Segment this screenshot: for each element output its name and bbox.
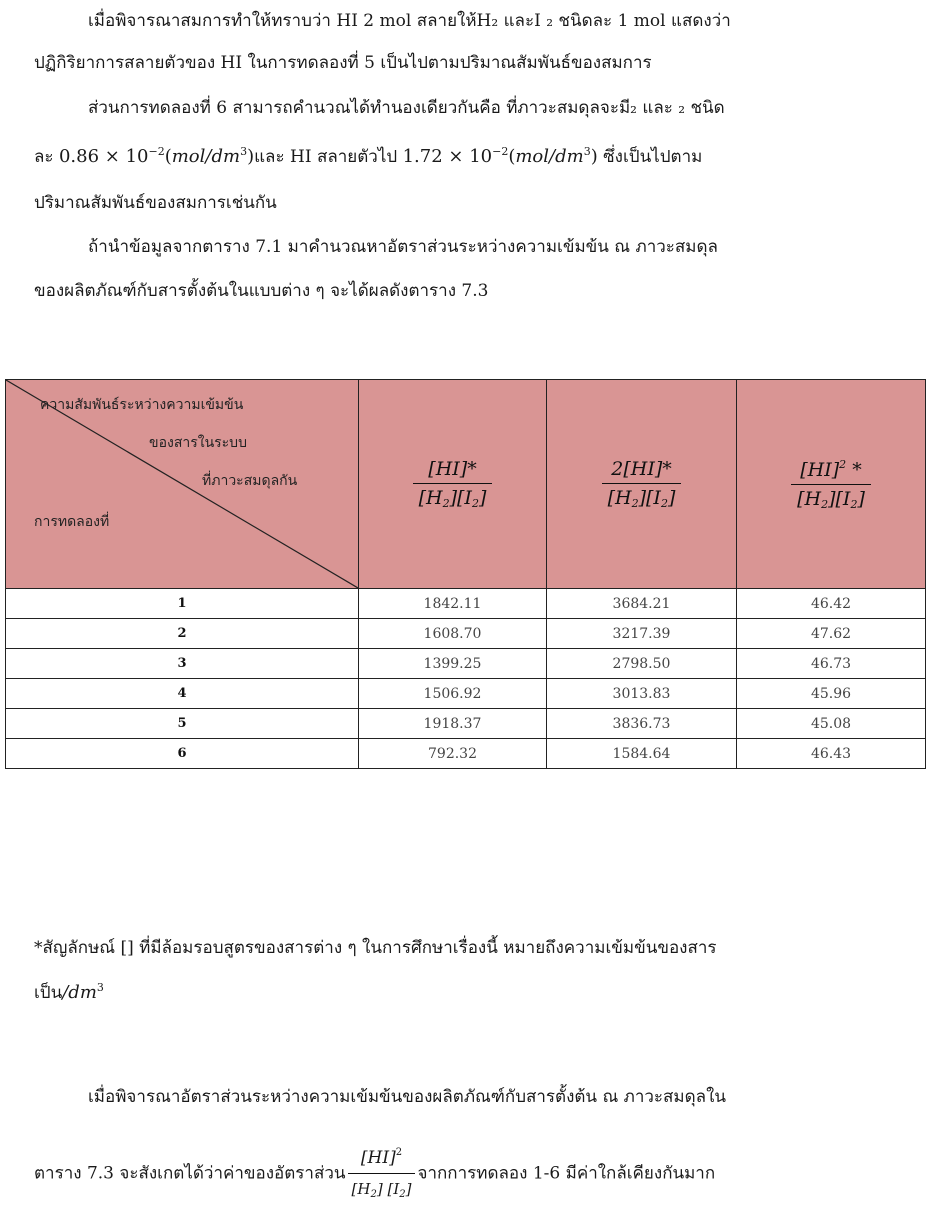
subscript: 2 [370,1189,377,1200]
numerator-part: [HI] [800,458,840,481]
footnote-line-2 [34,977,104,1004]
math-unit: mol/dm [515,146,584,167]
table-row [6,679,926,709]
denominator-part: [H [351,1180,371,1198]
ratio-1-value: 1399.25 [359,649,547,679]
table-row [6,739,926,769]
denominator-part: [H [797,487,822,510]
paragraph-2-line-3: ปริมาณสัมพันธ์ของสมการเช่นกัน [34,193,277,213]
ratio-2-value: 3217.39 [547,619,737,649]
fraction-numerator [794,458,867,484]
subscript: 2 [850,497,858,511]
denominator-part: ] [667,487,676,509]
paragraph-3-line-2: ของผลิตภัณฑ์กับสารตั้งต้นในแบบต่าง ๆ จะได้ผลดังตาราง 7.3 [34,281,489,301]
ratio-3-value: 46.42 [737,589,926,619]
paragraph-1-line-1: เมื่อพิจารณาสมการทำให้ทราบว่า HI 2 mol สลายให้H₂ และI ₂ ชนิดละ 1 mol แสดงว่า [88,11,731,31]
experiment-number: 5 [6,709,359,739]
ratio-3-value: 45.08 [737,709,926,739]
math-concentration-1: $0.86 \times 10^{-2}(mol/dm^3)$ [58,145,255,167]
paragraph-1-line-2: ปฏิกิริยาการสลายตัวของ HI ในการทดลองที่ 5 เป็นไปตามปริมาณสัมพันธ์ของสมการ [34,53,652,73]
ratio-1-value: 1506.92 [359,679,547,709]
experiment-number: 4 [6,679,359,709]
denominator-part: ] [I [376,1180,400,1198]
ratio-2-value: 2798.50 [547,649,737,679]
table-row [6,709,926,739]
text-fragment: ละ [34,147,54,167]
diagonal-header-cell [6,380,359,589]
experiment-number: 6 [6,739,359,769]
denominator-part: [H [607,487,632,509]
closing-line-2 [34,1140,715,1208]
subscript: 2 [399,1189,406,1200]
numerator-text: 2[HI]* [611,458,672,480]
subscript: 2 [631,497,639,510]
fraction-numerator [422,458,482,483]
superscript: 2 [395,1147,403,1158]
paragraph-2-line-1: ส่วนการทดลองที่ 6 สามารถคำนวณได้ทำนองเดียวกันคือ ที่ภาวะสมดุลจะมี₂ และ ₂ ชนิด [88,98,725,118]
denominator-part: [H [418,487,443,509]
ratio-1-value: 1842.11 [359,589,547,619]
math-unit-exponent: 3 [240,145,248,158]
math-mantissa: 1.72 [402,146,443,167]
fraction-numerator [357,1140,406,1173]
experiment-number: 3 [6,649,359,679]
ratio-2-value: 1584.64 [547,739,737,769]
superscript: 2 [839,457,847,471]
header-experiment-label: การทดลองที่ [34,514,110,530]
ratio-1-fraction [413,458,493,510]
numerator-text: [HI]* [428,458,477,480]
experiment-number: 1 [6,589,359,619]
ratio-2-value: 3836.73 [547,709,737,739]
footnote-unit [62,982,104,1003]
results-table [5,379,926,769]
ratio-2-value: 3013.83 [547,679,737,709]
text-fragment: จากการทดลอง 1-6 มีค่าใกล้เคียงกันมาก [417,1163,716,1184]
ratio-3-value: 45.96 [737,679,926,709]
ratio-3-value: 47.62 [737,619,926,649]
fraction-denominator [348,1173,416,1208]
closing-ratio-fraction [348,1140,416,1208]
math-concentration-2: $1.72 \times 10^{-2}(mol/dm^3)$ [402,145,598,167]
table-row [6,649,926,679]
ratio-1-value: 1608.70 [359,619,547,649]
table-row [6,619,926,649]
paragraph-2-line-2 [34,141,702,168]
header-ratio-3 [737,380,926,589]
fraction-numerator [605,458,678,483]
experiment-number: 2 [6,619,359,649]
ratio-3-value: 46.73 [737,649,926,679]
fraction-denominator [602,483,682,510]
header-ratio-2 [547,380,737,589]
denominator-part: ] [857,487,865,510]
numerator-text: [HI] [360,1148,396,1168]
footnote-line-1: *สัญลักษณ์ [] ที่มีล้อมรอบสูตรของสารต่าง ๆ ในการศึกษาเรื่องนี้ หมายถึงความเข้มข้นของสาร [34,938,717,958]
unit-exponent: 3 [96,981,104,994]
math-exponent: −2 [492,145,509,158]
denominator-part: ][I [638,487,661,509]
header-relation-line-3: ที่ภาวะสมดุลกัน [202,473,298,489]
ratio-2-value: 3684.21 [547,589,737,619]
paragraph-3-line-1: ถ้านำข้อมูลจากตาราง 7.1 มาคำนวณหาอัตราส่วนระหว่างความเข้มข้น ณ ภาวะสมดุล [88,237,718,257]
table-header-row [6,380,926,589]
denominator-part: ][I [828,487,851,510]
denominator-part: ] [405,1180,412,1198]
subscript: 2 [471,497,479,510]
header-relation-line-2: ของสารในระบบ [149,435,247,451]
ratio-3-value: 46.43 [737,739,926,769]
math-unit: mol/dm [171,146,241,167]
table-row [6,589,926,619]
math-mantissa: 0.86 [58,146,100,167]
closing-line-1: เมื่อพิจารณาอัตราส่วนระหว่างความเข้มข้นของผลิตภัณฑ์กับสารตั้งต้น ณ ภาวะสมดุลใน [88,1087,727,1107]
math-exponent: −2 [148,145,165,158]
text-fragment: ตาราง 7.3 จะสังเกตได้ว่าค่าของอัตราส่วน [34,1163,346,1184]
fraction-denominator [791,484,871,511]
ratio-1-value: 1918.37 [359,709,547,739]
subscript: 2 [442,497,450,510]
ratio-3-fraction [791,458,871,511]
fraction-denominator [413,483,493,510]
unit-text: /dm [62,982,97,1003]
denominator-part: ][I [449,487,472,509]
ratio-2-fraction [602,458,682,510]
denominator-part: ] [478,487,487,509]
subscript: 2 [821,497,829,511]
math-unit-exponent: 3 [583,145,591,158]
numerator-part: * [846,458,862,481]
results-table-container [5,379,925,769]
header-ratio-1 [359,380,547,589]
ratio-1-value: 792.32 [359,739,547,769]
text-fragment: เป็น [34,983,63,1003]
text-fragment: ซึ่งเป็นไปตาม [603,147,703,167]
subscript: 2 [660,497,668,510]
header-relation-line-1: ความสัมพันธ์ระหว่างความเข้มข้น [40,397,244,413]
text-fragment: และ HI สลายตัวไป [254,147,398,167]
